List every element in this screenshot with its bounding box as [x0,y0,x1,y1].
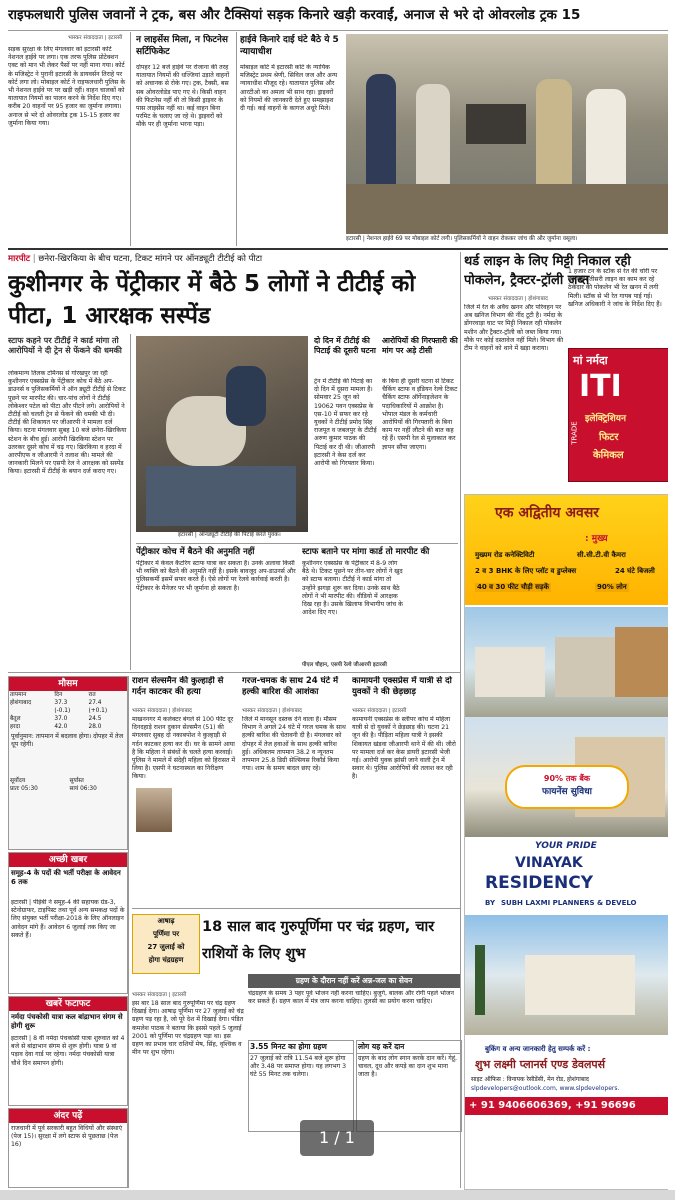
good-news-text: इटारसी | पीईबी ने समूह-4 की सहायक ग्रेड-3, स्टेनोग्राफर, टाइपिस्ट तथा पूर्व अन्य समकक्ष पदों के लिए संयुक्त भर्ती परीक्षा-2018 के लिए ऑनलाइन आवेदन मांगे हैं। आवेदन 6 जुलाई तक किए जा सकते हैं। [11,899,125,939]
victim-photo [136,788,172,832]
harass-text: कामायनी एक्सप्रेस के स्लीपर कोच में महिला यात्री से दो युवकों ने छेड़छाड़ की। घटना 21 जून की है। पीड़िता महिला यात्री ने इसकी शिकायत खंडवा जीआरपी थाने में की थी। जीरो पर मामला दर्ज कर केस डायरी इटारसी भेजी गई। आरोपी युवक झांसी जाने वाली ट्रेन में सवार थे। पुलिस आरोपियों की तलाश कर रही है। [352,716,456,781]
right-top-col2: 1 हजार टन के स्टॉक से रेत की चोरी पर कार्रवाई। तीसरी लाइन का काम कर रहे ठेकेदार की पोकलेन भी रेत खनन में लगी मिली। स्टॉक से भी रेत गायब पाई गई। खनिज अधिकारी ने जांच के निर्देश दिए हैं। [568,268,662,308]
top-col1-text: सड़क सुरक्षा के लिए मंगलवार को इटारसी कोर्ट नेशनल हाईवे पर लगा। एक तरफ पुलिस प्रोटेक्शन एक्ट को मान भी लेकर पैसों पर नहीं माना गया। कोर्ट के मजिस्ट्रेट ने पुरानी इटारसी के डायवर्सन तिराहे पर कोर्ट लगा लो। मोबाइल कोर्ट ने राइफलधारी पुलिस के भी नेशनल हाईवे पर पर खड़ी रहीं। वाहन चालकों को यातायात नियमों का पालन करने के निर्देश दिए गए। करीब 20 वाहनों पर 95 हजार का जुर्माना लगाया। अनाज से भरे दो ओवरलोड ट्रक 15-15 हजार का जुर्माना किया गया। [8,46,126,127]
top-col3-head: हाईवे किनारे दाई घंटे बैठे ये 5 न्यायाधीश [240,35,339,57]
harass-byline: भास्कर संवाददाता | इटारसी [352,708,407,714]
inside-box [8,1108,128,1188]
eclipse-box2 [356,1040,462,1132]
sub2-text: कुशीनगर एक्सप्रेस के पेंट्रीकार में 8-9 लोग बैठे थे। टिकट पूछने पर तीन-चार लोगों ने खुद को स्टाफ बताया। टीटीई ने कार्ड मांगा तो उन्होंने झगड़ा शुरू कर दिया। उनके साथ बैठे लोगों ने भी मारपीट की। वीडियो में आरक्षक दिख रहा है। उसके खिलाफ विभागीय जांच के आदेश दिए गए। [302,560,403,617]
company-name: शुभ लक्ष्मी प्लानर्स एण्ड डेवलपर्स [475,1058,606,1071]
eclipse-box1-text: 27 जुलाई को रात्रि 11.54 बजे शुरू होगा और 3.48 पर समाप्त होगा। यह लगभग 3 घंटे 55 मिनट तक चलेगा। [250,1055,347,1079]
weather-table [9,691,127,731]
news-brief-head: नर्मदा पंचकोसी यात्रा कल बांद्राभान संगम से होगी शुरू [11,1013,123,1030]
main-kicker-text: छनेरा-खिरकिया के बीच घटना, टिकट मांगने पर ऑनड्यूटी टीटीई को पीटा [38,254,263,264]
right-top-headline: थर्ड लाइन के लिए मिट्टी निकाल रही पोकलेन, ट्रैक्टर-ट्रॉली जब्त [464,254,631,288]
eclipse-box2-head: लोग यह करें दान [357,1041,461,1054]
property-features-head: : मुख्य [585,534,608,544]
side2-text: के बिना ही दूसरी घटना से टिकट चैकिंग स्टाफ व इंडियन रेल्वे टिकट चैकिंग स्टाफ ऑर्गेनाइजेशन के पदाधिकारियों में आक्रोश है। भोपाल मंडल के कर्मचारी आरोपियों की गिरफ्तारी के बिना काम पर नहीं लौटने की बात कह रहे हैं। एसपी रेल से मुलाकात कर ज्ञापन सौंपा जाएगा। [382,378,458,451]
property-row: 2 व 3 BHK के लिए प्लॉट व डुप्लेक्स [475,567,577,575]
property-feat2: सी.सी.टी.वी कैमरा [577,551,626,559]
eclipse-col2: चंद्रग्रहण के समय 3 पहर पूर्व भोजन नहीं करना चाहिए। बुजुर्ग, बालक और रोगी पहले भोजन कर सकते हैं। ग्रहण काल में मंत्र जाप करना चाहिए। तुलसी का प्रयोग करना चाहिए। [248,990,454,1006]
side2-head: आरोपियों की गिरफ्तारी की मांग पर अड़े टीसी [382,336,458,355]
good-news-title: अच्छी खबर [9,853,127,867]
news-brief-title: खबरें फटाफट [9,997,127,1011]
eclipse-kicker-4: होगा चंद्रग्रहण [148,956,184,964]
weather-col-temp: तापमान [10,692,27,698]
weather2-byline: भास्कर संवाददाता | होशंगाबाद [242,708,302,714]
tte-beating-photo [136,336,308,532]
eclipse-box1 [248,1040,354,1132]
top-headline: राइफलधारी पुलिस जवानों ने ट्रक, बस और टैक्सियां सड़क किनारे खड़ी करवाईं, अनाज से भरे दो ओवरलोड ट्रक 15 [8,7,581,23]
eclipse-kicker-3: 27 जुलाई को [147,943,185,951]
iti-brand: मां नर्मदा [573,354,608,367]
top-col2-text: दोपहर 12 बजे हाईवे पर रोजाना की तरह यातायात नियमों की धज्जियां उड़ाते वाहनों को अचानक से रोके गए। ट्रक, टैक्सी, बस सब ओवरलोडेड पाए गए थे। किसी वाहन की फिटनेस नहीं थी तो किसी ड्राइवर के पास लाइसेंस नहीं था। कई वाहन बिना परमिट के चलाए जा रहे थे। ड्राइवरों को मौके पर ही जुर्माना भरना पड़ा। [136,64,230,129]
sub2-byline: पीएल चौहान, एसपी रेल्वे जीआरपी इटारसी [302,662,387,668]
company-address: साइट ऑफिस : विनायक रेसीडेंसी, मेन रोड, होशंगाबाद [471,1076,589,1083]
iti-side: TRADE [570,421,579,445]
developer-name: SUBH LAXMI PLANNERS & DEVELO [501,899,637,907]
property-advert [464,494,668,1190]
newspaper-page [8,0,668,1196]
weather-day: 37.3 [54,700,68,706]
sunrise-time: प्रातः 05:30 [10,786,38,792]
side1-head: दो दिन में टीटीई की पिटाई की दूसरी घटना [314,336,376,355]
property-feat5: 90% लोन [597,583,627,591]
iti-big: ITI [579,369,622,404]
weather-col-day: दिन [54,692,63,698]
weather-day: 37.0 [54,716,68,722]
sub2-text-cont [410,560,458,660]
loan-pct: 90% तक बैंक [543,774,591,783]
page-indicator[interactable]: 1 / 1 [300,1120,374,1156]
eclipse-byline: भास्कर संवाददाता | इटारसी [132,992,187,998]
residency-name2: RESIDENCY [485,873,594,893]
eclipse-kicker-2: पूर्णिमा पर [152,930,180,938]
weather-title: मौसम [9,677,127,691]
weather-city: हरदा [10,724,21,730]
eclipse-band: ग्रहण के दौरान नहीं करें अन्न-जल का सेवन [248,974,460,988]
weather-note: पूर्वानुमान: तापमान में बदलाव होगा। दोपहर में तेज धूप रहेगी। [11,733,124,749]
weather-diff2: (+0.1) [88,708,108,714]
weather2-text: जिले में मानसून दस्तक देने वाला है। मौसम विभाग ने अगले 24 घंटे में गरज चमक के साथ हल्की बारिश की चेतावनी दी है। मंगलवार को दोपहर में तेज हवाओं के साथ हल्की बारिश हुई। अधिकतम तापमान 38.2 व न्यूनतम तापमान 25.8 डिग्री सेल्सियस रिकॉर्ड किया गया। शाम के समय बादल छाए रहे। [242,716,346,773]
top-col3-text: मोबाइल कोर्ट में इटारसी कोर्ट के न्यायिक मजिस्ट्रेट प्रथम श्रेणी, सिविल जज और अन्य न्यायाधीश मौजूद रहे। यातायात पुलिस और आरटीओ का अमला भी साथ रहा। ड्राइवरों को नियमों की जानकारी देते हुए समझाइश दी गई। कई वाहनों के कागज अधूरे मिले। [240,64,338,113]
weather-city: होशंगाबाद [10,700,32,706]
eclipse-kicker [132,914,200,974]
weather-diff: (-0.1) [54,708,71,714]
weather-night: 24.5 [88,716,102,722]
harass-headline: कामायनी एक्सप्रेस में यात्री से दो युवकों ने की छेड़छाड़ [352,676,452,697]
eclipse-col1: इस बार 18 साल बाद गुरुपूर्णिमा पर चंद्र ग्रहण दिखाई देगा। आषाढ़ पूर्णिमा पर 27 जुलाई को चंद्र ग्रहण पड़ रहा है, जो पूरे देश में दिखाई देगा। पंडित कमलेश पाठक ने बताया कि इससे पहले 5 जुलाई 2001 को पूर्णिमा पर चंद्रग्रहण पड़ा था। इस ग्रहण का प्रभाव चार राशियों मेष, सिंह, वृश्चिक व मीन पर शुभ रहेगा। [132,1000,244,1057]
top-photo-caption: इटारसी | नेशनल हाईवे 69 पर मोबाइल कोर्ट लगी। पुलिसकर्मियों ने वाहन रोककर जांच की और जुर्माना वसूला। [346,236,578,242]
main-kicker: मारपीट | छनेरा-खिरकिया के बीच घटना, टिकट मांगने पर ऑनड्यूटी टीटीई को पीटा [8,254,263,264]
weather-night: 28.0 [88,724,102,730]
sub1-text: पेंट्रीकार में केवल कैटरिंग स्टाफ यात्रा कर सकता है। उनके अलावा किसी भी व्यक्ति को बैठने की अनुमति नहीं है। इसके बावजूद अप-डाउनर्स और पुलिसकर्मी इसमें सफर करते हैं। ऐसे लोगों पर रेलवे कार्रवाई करती है। पेंट्रीकार के मैनेजर पर भी जुर्माना हो सकता है। [136,560,296,592]
property-feat3: 24 घंटे बिजली [615,567,655,575]
news-brief-text: इटारसी | 8 वीं नर्मदा पंचकोसी यात्रा शुरुवात को 4 बजे से बांद्राभान संगम से शुरू होगी। यात्रा 9 वां पड़ाव देवा गार्ड पर रहेगा। नर्मदा पंचकोसी यात्रा चौथे दिन समापन होगी। [11,1035,125,1067]
top-col2-head: न लाइसेंस मिला, न फिटनेस सर्टिफिकेट [136,35,228,57]
loan-word: फायनेंस सुविधा [542,787,592,797]
booking-label: बुकिंग व अन्य जानकारी हेतु सम्पर्क करें : [485,1045,591,1053]
weather-day: 42.0 [54,724,68,730]
main-deck: स्टाफ कहने पर टीटीई ने कार्ड मांगा तो आरोपियों ने दी ट्रेन से फेंकने की धमकी [8,336,122,355]
weather-col-night: रात [88,692,96,698]
right-top-col1: जिले में रेत के अवैध खनन और परिवहन पर अब खनिज विभाग की नींद टूटी है। नर्मदा के डोंगरवाड़ा घाट पर मिट्टी निकाल रही पोकलेन मशीन और ट्रैक्टर-ट्रॉली को जब्त किया गया। मौके पर कोई दस्तावेज नहीं मिले। विभाग की टीम ने वाहनों को थाने में खड़ा कराया। [464,304,564,353]
eclipse-kicker-1: आषाढ़ [157,917,175,925]
main-headline: कुशीनगर के पेंट्रीकार में बैठे 5 लोगों ने टीटीई को पीटा, 1 आरक्षक सस्पेंड [8,271,416,329]
main-kicker-label: मारपीट [8,254,31,264]
weather-city: बैतूल [10,716,21,722]
right-top-byline: भास्कर संवाददाता | होशंगाबाद [488,296,548,302]
weather-night: 27.4 [88,700,102,706]
main-photo-caption: इटारसी | ऑनड्यूटी टीटीई की पिटाई करते युवक। [178,532,281,538]
sunrise-label: सूर्योदय [10,778,26,784]
weather2-headline: गरज-चमक के साथ 24 घंटे में हल्की बारिश की आशंका [242,676,339,697]
sun-table [9,777,127,793]
raid-text: माखननगर में कलेक्टर बंगले से 100 फीट दूर दिनदहाड़े राशन दुकान सेल्समैन (51) की मंगलवार सुबह दो नकाबपोश ने कुल्हाड़ी से गर्दन काटकर हत्या कर दी। घर के सामने आया है कि महिला ने संबंधों के चलते हत्या करवाई। पुलिस ने मामले में संदेही महिला को हिरासत में लिया है। एसपी ने घटनास्थल का निरीक्षण किया। [132,716,236,781]
property-feat1: मुख्यम रोड कनेक्टिविटी [475,551,535,559]
top-byline: भास्कर संवाददाता | इटारसी [68,35,123,41]
residency-by: BY [485,899,496,907]
good-news-box [8,852,128,994]
raid-byline: भास्कर संवाददाता | होशंगाबाद [132,708,192,714]
company-email: slpdevelopers@outlook.com, www.slpdevelopers. [471,1085,620,1092]
your-pride: YOUR PRIDE [535,841,597,851]
inside-text: राजधानी में पूर्व सरकारी बहुत विधियों और संस्थाएं (पेज 15)। सुरक्षा में लगे स्टाफ से पूछताछ (पेज 16) [11,1125,123,1149]
eclipse-box2-text: ग्रहण के बाद लोग स्नान करके दान करें। गेहूं, चावल, दूध और कपड़े का दान शुभ माना जाता है। [358,1055,457,1079]
main-col1-text: लोकमान्य तिलक टर्मिनस से गोरखपुर जा रही कुशीनगर एक्सप्रेस के पेंट्रीकार कोच में बैठे अप-डाउनर्स व पुलिसकर्मियों ने ऑन ड्यूटी टीटीई से टिकट पूछने पर मारपीट की। चार-पांच लोगों ने टीटीई लोकेश्वर पटेल को पीटा और पीटने लगे। आरोपियों ने टीटीई को चलती ट्रेन से फेंकने की धमकी भी दी। टीटीई की शिकायत पर जीआरपी ने मामला दर्ज किया। घटना मंगलवार सुबह 10 बजे छनेरा-खिरकिया स्टेशन के बीच हुई। आरोपी खिरकिया स्टेशन पर उतरकर दूसरे कोच में चढ़ गए। खिरकिया व हरदा में आरपीएफ व जीआरपी ने तलाश की। मामले की जानकारी मिलने पर एसपी रेल ने आरक्षक को सस्पेंड किया। इटारसी में टीटीई के बयान दर्ज कराए गए। [8,370,127,476]
sunset-label: सूर्यास्त [69,778,84,784]
mobile-court-photo [346,34,668,234]
iti-line3: केमिकल [593,450,624,461]
eclipse-box1-head: 3.55 मिनट का होगा ग्रहण [249,1041,353,1054]
property-title: एक अद्वितीय अवसर [495,505,600,521]
news-brief-box [8,996,128,1106]
sunset-time: सायं 06:30 [69,786,97,792]
good-news-head: समूह-4 के पदों की भर्ती परीक्षा के आवेदन 6 तक [11,869,121,886]
eclipse-headline: 18 साल बाद गुरुपूर्णिमा पर चंद्र ग्रहण, चार राशियों के लिए शुभ [202,919,435,962]
sub1-head: पेंट्रीकार कोच में बैठने की अनुमति नहीं [136,547,255,557]
company-phone: + 91 9406606369, +91 96696 [465,1097,668,1115]
loan-badge [505,765,629,809]
viewer-bottom-bar [0,1190,675,1200]
property-feat4: 40 व 30 फीट चौड़ी सड़कें [477,583,549,591]
iti-advert [568,348,668,482]
sub2-head: स्टाफ बताने पर मांगा कार्ड तो मारपीट की [302,547,430,557]
raid-headline: राशन सेल्समैन की कुल्हाड़ी से गर्दन काटकर की हत्या [132,676,224,697]
iti-line2: फिटर [599,432,619,443]
weather-box [8,676,128,850]
inside-title: अंदर पढ़ें [9,1109,127,1123]
iti-line1: इलेक्ट्रिशियन [585,414,626,424]
residency-name: VINAYAK [515,855,583,871]
side1-text: ट्रेन में टीटीई की पिटाई का दो दिन में दूसरा मामला है। सोमवार 25 जून को 19062 पवन एक्सप्रेस के एस-10 में सफर कर रहे युवकों ने टीटीई प्रमोद सिंह राजपूत व जबलपुर के टीटीई अरुण कुमार पाठक की पिटाई कर दी थी। जीआरपी इटारसी ने केस दर्ज कर आरोपी को गिरफ्तार किया। [314,378,377,468]
